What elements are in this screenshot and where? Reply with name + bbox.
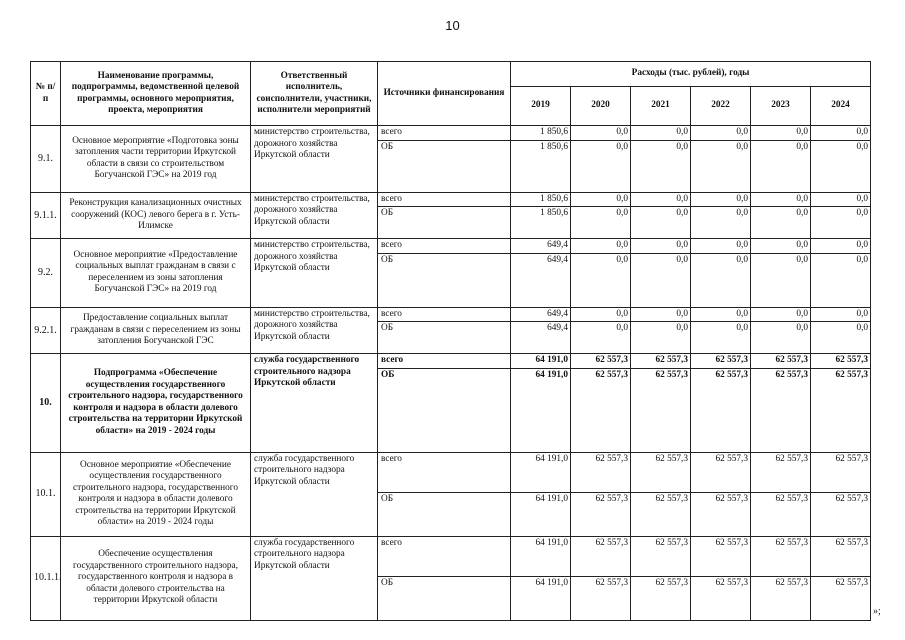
row-value: 62 557,3 [691, 536, 751, 576]
row-value: 649,4 [511, 253, 571, 307]
row-value: 0,0 [571, 192, 631, 207]
row-value: 64 191,0 [511, 492, 571, 536]
row-number: 10.1.1. [31, 536, 61, 620]
row-value: 62 557,3 [691, 492, 751, 536]
row-value: 0,0 [691, 126, 751, 141]
row-name: Предоставление социальных выплат гражданам в связи с переселением из зоны затопления Богучанской ГЭС [61, 307, 251, 354]
row-value: 0,0 [571, 307, 631, 322]
row-value: 0,0 [811, 192, 871, 207]
header-expenses: Расходы (тыс. рублей), годы [511, 62, 871, 87]
table-body [31, 126, 871, 621]
row-value: 0,0 [691, 239, 751, 254]
header-name: Наименование программы, подпрограммы, ведомственной целевой программы, основного мероприятия, проекта, мероприятия [61, 62, 251, 126]
row-value: 0,0 [751, 207, 811, 239]
row-source: ОБ [378, 140, 511, 192]
row-value: 64 191,0 [511, 354, 571, 369]
row-value: 0,0 [751, 253, 811, 307]
row-value: 0,0 [571, 239, 631, 254]
row-source: всего [378, 192, 511, 207]
row-name: Основное мероприятие «Обеспечение осуществления государственного строительного надзора, государственного контроля и надзора в области долевого строительства на территории Иркутской области» на 2019 - 2024 годы [61, 452, 251, 536]
row-responsible: министерство строительства, дорожного хозяйства Иркутской области [251, 307, 378, 354]
row-value: 0,0 [571, 207, 631, 239]
row-value: 0,0 [811, 322, 871, 354]
row-value: 0,0 [691, 207, 751, 239]
row-value: 0,0 [631, 207, 691, 239]
table-row [31, 354, 871, 369]
header-responsible: Ответственный исполнитель, соисполнители, участники, исполнители мероприятий [251, 62, 378, 126]
page-number: 10 [445, 18, 460, 33]
row-responsible: служба государственного строительного надзора Иркутской области [251, 452, 378, 536]
row-value: 62 557,3 [811, 452, 871, 492]
row-value: 0,0 [571, 322, 631, 354]
row-value: 64 191,0 [511, 452, 571, 492]
row-value: 62 557,3 [691, 354, 751, 369]
row-value: 62 557,3 [631, 492, 691, 536]
row-value: 649,4 [511, 322, 571, 354]
table-row [31, 126, 871, 141]
row-value: 0,0 [751, 192, 811, 207]
row-number: 10. [31, 354, 61, 453]
row-source: ОБ [378, 322, 511, 354]
row-name: Основное мероприятие «Предоставление социальных выплат гражданам в связи с переселением из зоны затопления Богучанской ГЭС» на 2019 год [61, 239, 251, 308]
row-name: Основное мероприятие «Подготовка зоны затопления части территории Иркутской области в связи со строительством Богучанской ГЭС» на 2019 год [61, 126, 251, 193]
header-source: Источники финансирования [378, 62, 511, 126]
row-value: 0,0 [571, 126, 631, 141]
row-value: 0,0 [631, 192, 691, 207]
header-year: 2022 [691, 87, 751, 126]
row-value: 62 557,3 [571, 576, 631, 620]
row-responsible: министерство строительства, дорожного хозяйства Иркутской области [251, 239, 378, 308]
row-value: 62 557,3 [631, 368, 691, 452]
row-value: 0,0 [751, 126, 811, 141]
row-value: 62 557,3 [751, 576, 811, 620]
row-value: 62 557,3 [631, 354, 691, 369]
table-row [31, 452, 871, 492]
row-value: 0,0 [751, 239, 811, 254]
header-num: № п/п [31, 62, 61, 126]
header-year: 2019 [511, 87, 571, 126]
row-source: всего [378, 354, 511, 369]
row-value: 62 557,3 [751, 536, 811, 576]
header-year: 2024 [811, 87, 871, 126]
row-value: 1 850,6 [511, 140, 571, 192]
row-value: 0,0 [631, 140, 691, 192]
row-value: 0,0 [631, 322, 691, 354]
row-value: 62 557,3 [811, 576, 871, 620]
row-number: 9.1. [31, 126, 61, 193]
table-row [31, 307, 871, 322]
row-value: 62 557,3 [631, 576, 691, 620]
row-value: 0,0 [631, 126, 691, 141]
budget-table [30, 61, 871, 621]
row-responsible: министерство строительства, дорожного хозяйства Иркутской области [251, 192, 378, 239]
row-value: 0,0 [691, 140, 751, 192]
row-value: 0,0 [631, 307, 691, 322]
row-value: 0,0 [571, 140, 631, 192]
row-responsible: министерство строительства, дорожного хозяйства Иркутской области [251, 126, 378, 193]
table-row [31, 192, 871, 207]
row-value: 64 191,0 [511, 536, 571, 576]
row-value: 0,0 [691, 322, 751, 354]
row-value: 0,0 [811, 239, 871, 254]
row-value: 0,0 [751, 307, 811, 322]
row-value: 62 557,3 [691, 368, 751, 452]
row-number: 9.2.1. [31, 307, 61, 354]
row-value: 62 557,3 [811, 354, 871, 369]
row-value: 62 557,3 [751, 492, 811, 536]
row-value: 62 557,3 [691, 576, 751, 620]
row-name: Обеспечение осуществления государственного строительного надзора, государственного контроля и надзора в области долевого строительства на территории Иркутской области [61, 536, 251, 620]
row-value: 62 557,3 [751, 452, 811, 492]
row-value: 0,0 [811, 126, 871, 141]
row-source: всего [378, 239, 511, 254]
row-responsible: служба государственного строительного надзора Иркутской области [251, 354, 378, 453]
row-value: 0,0 [691, 253, 751, 307]
row-value: 0,0 [811, 140, 871, 192]
row-value: 0,0 [571, 253, 631, 307]
row-source: ОБ [378, 207, 511, 239]
row-number: 9.1.1. [31, 192, 61, 239]
row-value: 62 557,3 [811, 492, 871, 536]
row-value: 649,4 [511, 239, 571, 254]
row-source: ОБ [378, 368, 511, 452]
row-value: 62 557,3 [571, 536, 631, 576]
row-name: Реконструкция канализационных очистных сооружений (КОС) левого берега в г. Усть-Илимске [61, 192, 251, 239]
row-value: 1 850,6 [511, 126, 571, 141]
row-number: 9.2. [31, 239, 61, 308]
row-value: 62 557,3 [751, 368, 811, 452]
row-value: 64 191,0 [511, 576, 571, 620]
row-value: 649,4 [511, 307, 571, 322]
row-value: 0,0 [751, 140, 811, 192]
row-source: всего [378, 307, 511, 322]
row-source: всего [378, 126, 511, 141]
table-row [31, 239, 871, 254]
header-year: 2020 [571, 87, 631, 126]
row-value: 62 557,3 [751, 354, 811, 369]
row-source: ОБ [378, 492, 511, 536]
row-value: 0,0 [811, 253, 871, 307]
row-value: 62 557,3 [631, 536, 691, 576]
row-value: 0,0 [751, 322, 811, 354]
row-value: 0,0 [691, 192, 751, 207]
table-row [31, 536, 871, 576]
row-value: 64 191,0 [511, 368, 571, 452]
row-value: 0,0 [811, 307, 871, 322]
header-year: 2021 [631, 87, 691, 126]
row-value: 62 557,3 [691, 452, 751, 492]
row-source: ОБ [378, 253, 511, 307]
header-year: 2023 [751, 87, 811, 126]
row-value: 62 557,3 [571, 368, 631, 452]
row-value: 0,0 [631, 253, 691, 307]
row-value: 1 850,6 [511, 192, 571, 207]
row-value: 0,0 [691, 307, 751, 322]
row-value: 0,0 [811, 207, 871, 239]
row-value: 62 557,3 [571, 354, 631, 369]
row-source: всего [378, 536, 511, 576]
row-source: ОБ [378, 576, 511, 620]
row-responsible: служба государственного строительного надзора Иркутской области [251, 536, 378, 620]
row-value: 0,0 [631, 239, 691, 254]
row-number: 10.1. [31, 452, 61, 536]
trailing-mark: »; [873, 606, 881, 617]
row-value: 62 557,3 [571, 452, 631, 492]
row-value: 62 557,3 [811, 368, 871, 452]
row-value: 1 850,6 [511, 207, 571, 239]
row-name: Подпрограмма «Обеспечение осуществления государственного строительного надзора, государственного контроля и надзора в области долевого строительства на территории Иркутской области» на 2019 - 2024 годы [61, 354, 251, 453]
row-source: всего [378, 452, 511, 492]
row-value: 62 557,3 [571, 492, 631, 536]
row-value: 62 557,3 [811, 536, 871, 576]
row-value: 62 557,3 [631, 452, 691, 492]
